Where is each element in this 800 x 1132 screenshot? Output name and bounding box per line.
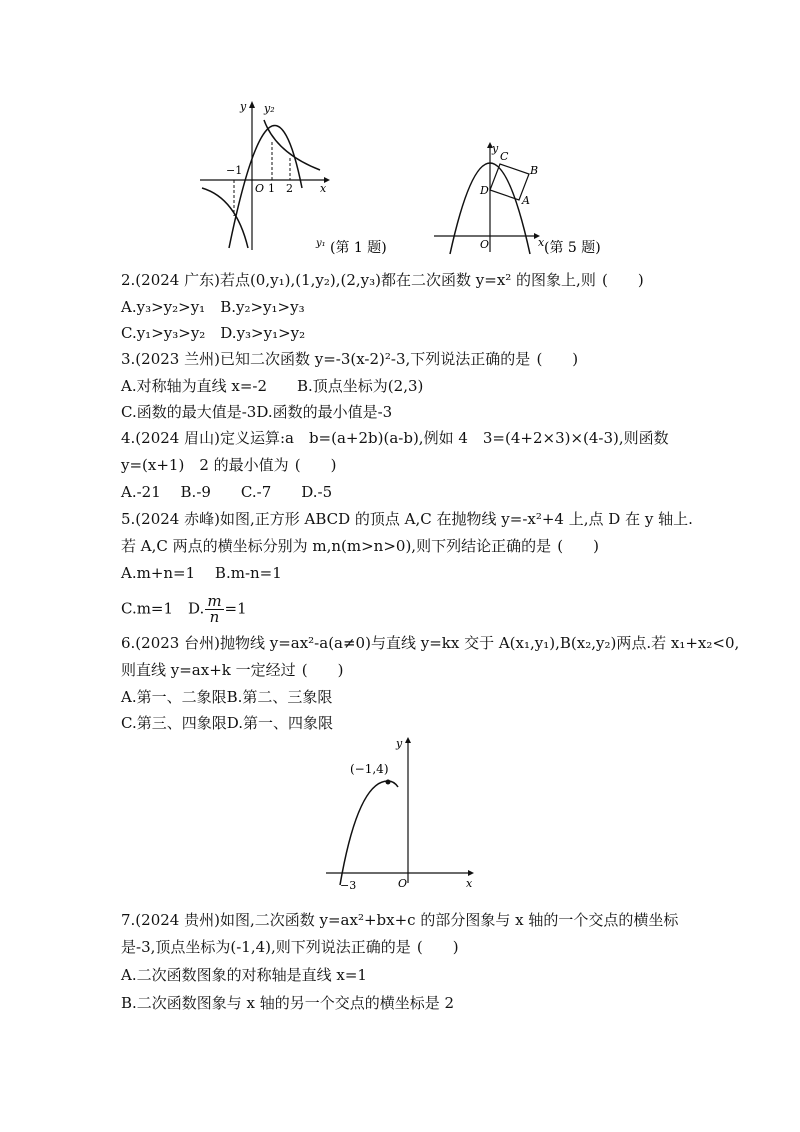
q7-stem: 7.(2024 贵州)如图,二次函数 y=ax²+bx+c 的部分图象与 x 轴的一个交点的横坐标 — [121, 911, 679, 929]
q7-option-a: A.二次函数图象的对称轴是直线 x=1 — [121, 966, 367, 984]
vertex-label: (−1,4) — [350, 762, 389, 776]
tick-neg1: −1 — [226, 164, 243, 177]
x-axis-arrow — [468, 870, 474, 876]
tick-neg3: −3 — [340, 879, 357, 892]
x-label: x — [538, 236, 545, 249]
q5-stem: 5.(2024 赤峰)如图,正方形 ABCD 的顶点 A,C 在抛物线 y=-x²+4 上,点 D 在 y 轴上. — [121, 510, 693, 528]
point-A-label: A — [522, 194, 530, 207]
parabola-arc — [340, 781, 398, 885]
q7-option-b: B.二次函数图象与 x 轴的另一个交点的横坐标是 2 — [121, 994, 455, 1012]
q5-stem-line2: 若 A,C 两点的横坐标分别为 m,n(m>n>0),则下列结论正确的是 ( ) — [121, 537, 599, 555]
q3-options-row1: A.对称轴为直线 x=-2 B.顶点坐标为(2,3) — [121, 377, 424, 395]
q6-stem: 6.(2023 台州)抛物线 y=ax²-a(a≠0)与直线 y=kx 交于 A(x₁,y₁),B(x₂,y₂)两点.若 x₁+x₂<0, — [121, 634, 740, 652]
q2-options-row2: C.y₁>y₃>y₂ D.y₃>y₁>y₂ — [121, 324, 306, 342]
q7-stem-line2: 是-3,顶点坐标为(-1,4),则下列说法正确的是 ( ) — [121, 938, 459, 956]
origin-label: O — [480, 238, 490, 251]
figure-question-1 — [196, 98, 396, 258]
point-B-label: B — [530, 164, 539, 177]
q4-stem: 4.(2024 眉山)定义运算:a b=(a+2b)(a-b),例如 4 3=(4+2×3)×(4-3),则函数 — [121, 429, 669, 447]
q6-stem-line2: 则直线 y=ax+k 一定经过 ( ) — [121, 661, 344, 679]
q3-options-row2: C.函数的最大值是-3D.函数的最小值是-3 — [121, 403, 393, 421]
origin-label: O — [255, 182, 265, 195]
y-label: y — [396, 737, 403, 750]
q6-options-row2: C.第三、四象限D.第一、四象限 — [121, 714, 333, 732]
fraction-m-over-n: $\frac{m}{n}$ — [207, 592, 222, 626]
figure-question-7 — [320, 735, 480, 895]
q5-options-row1: A.m+n=1 B.m-n=1 — [121, 564, 282, 582]
origin-label: O — [398, 877, 408, 890]
y-label: y — [492, 142, 499, 155]
figure-question-5 — [430, 142, 610, 260]
figure-5-caption: (第 5 题) — [544, 240, 601, 256]
vertex-point — [386, 780, 391, 785]
point-C-label: C — [500, 150, 509, 163]
y-label: y — [240, 100, 247, 113]
q3-stem: 3.(2023 兰州)已知二次函数 y=-3(x-2)²-3,下列说法正确的是 ( ) — [121, 350, 579, 368]
q2-options-row1: A.y₃>y₂>y₁ B.y₂>y₁>y₃ — [121, 298, 305, 316]
tick-2: 2 — [286, 182, 293, 195]
y1-label: y₁ — [316, 238, 326, 249]
x-label: x — [320, 182, 327, 195]
y-axis-arrow — [249, 101, 255, 108]
y2-label: y₂ — [264, 102, 275, 115]
x-label: x — [466, 877, 473, 890]
q4-options: A.-21 B.-9 C.-7 D.-5 — [121, 483, 333, 501]
q5-options-row2: C.m=1 D. $\frac{m}{n}$ =1 — [121, 592, 247, 626]
y-axis-arrow — [405, 737, 411, 743]
tick-1: 1 — [268, 182, 275, 195]
figure-1-caption: (第 1 题) — [330, 240, 387, 256]
q4-stem-line2: y=(x+1) 2 的最小值为 ( ) — [121, 456, 337, 474]
q2-stem: 2.(2024 广东)若点(0,y₁),(1,y₂),(2,y₃)都在二次函数 y=x² 的图象上,则 ( ) — [121, 271, 644, 289]
q6-options-row1: A.第一、二象限B.第二、三象限 — [121, 688, 333, 706]
point-D-label: D — [480, 184, 489, 197]
